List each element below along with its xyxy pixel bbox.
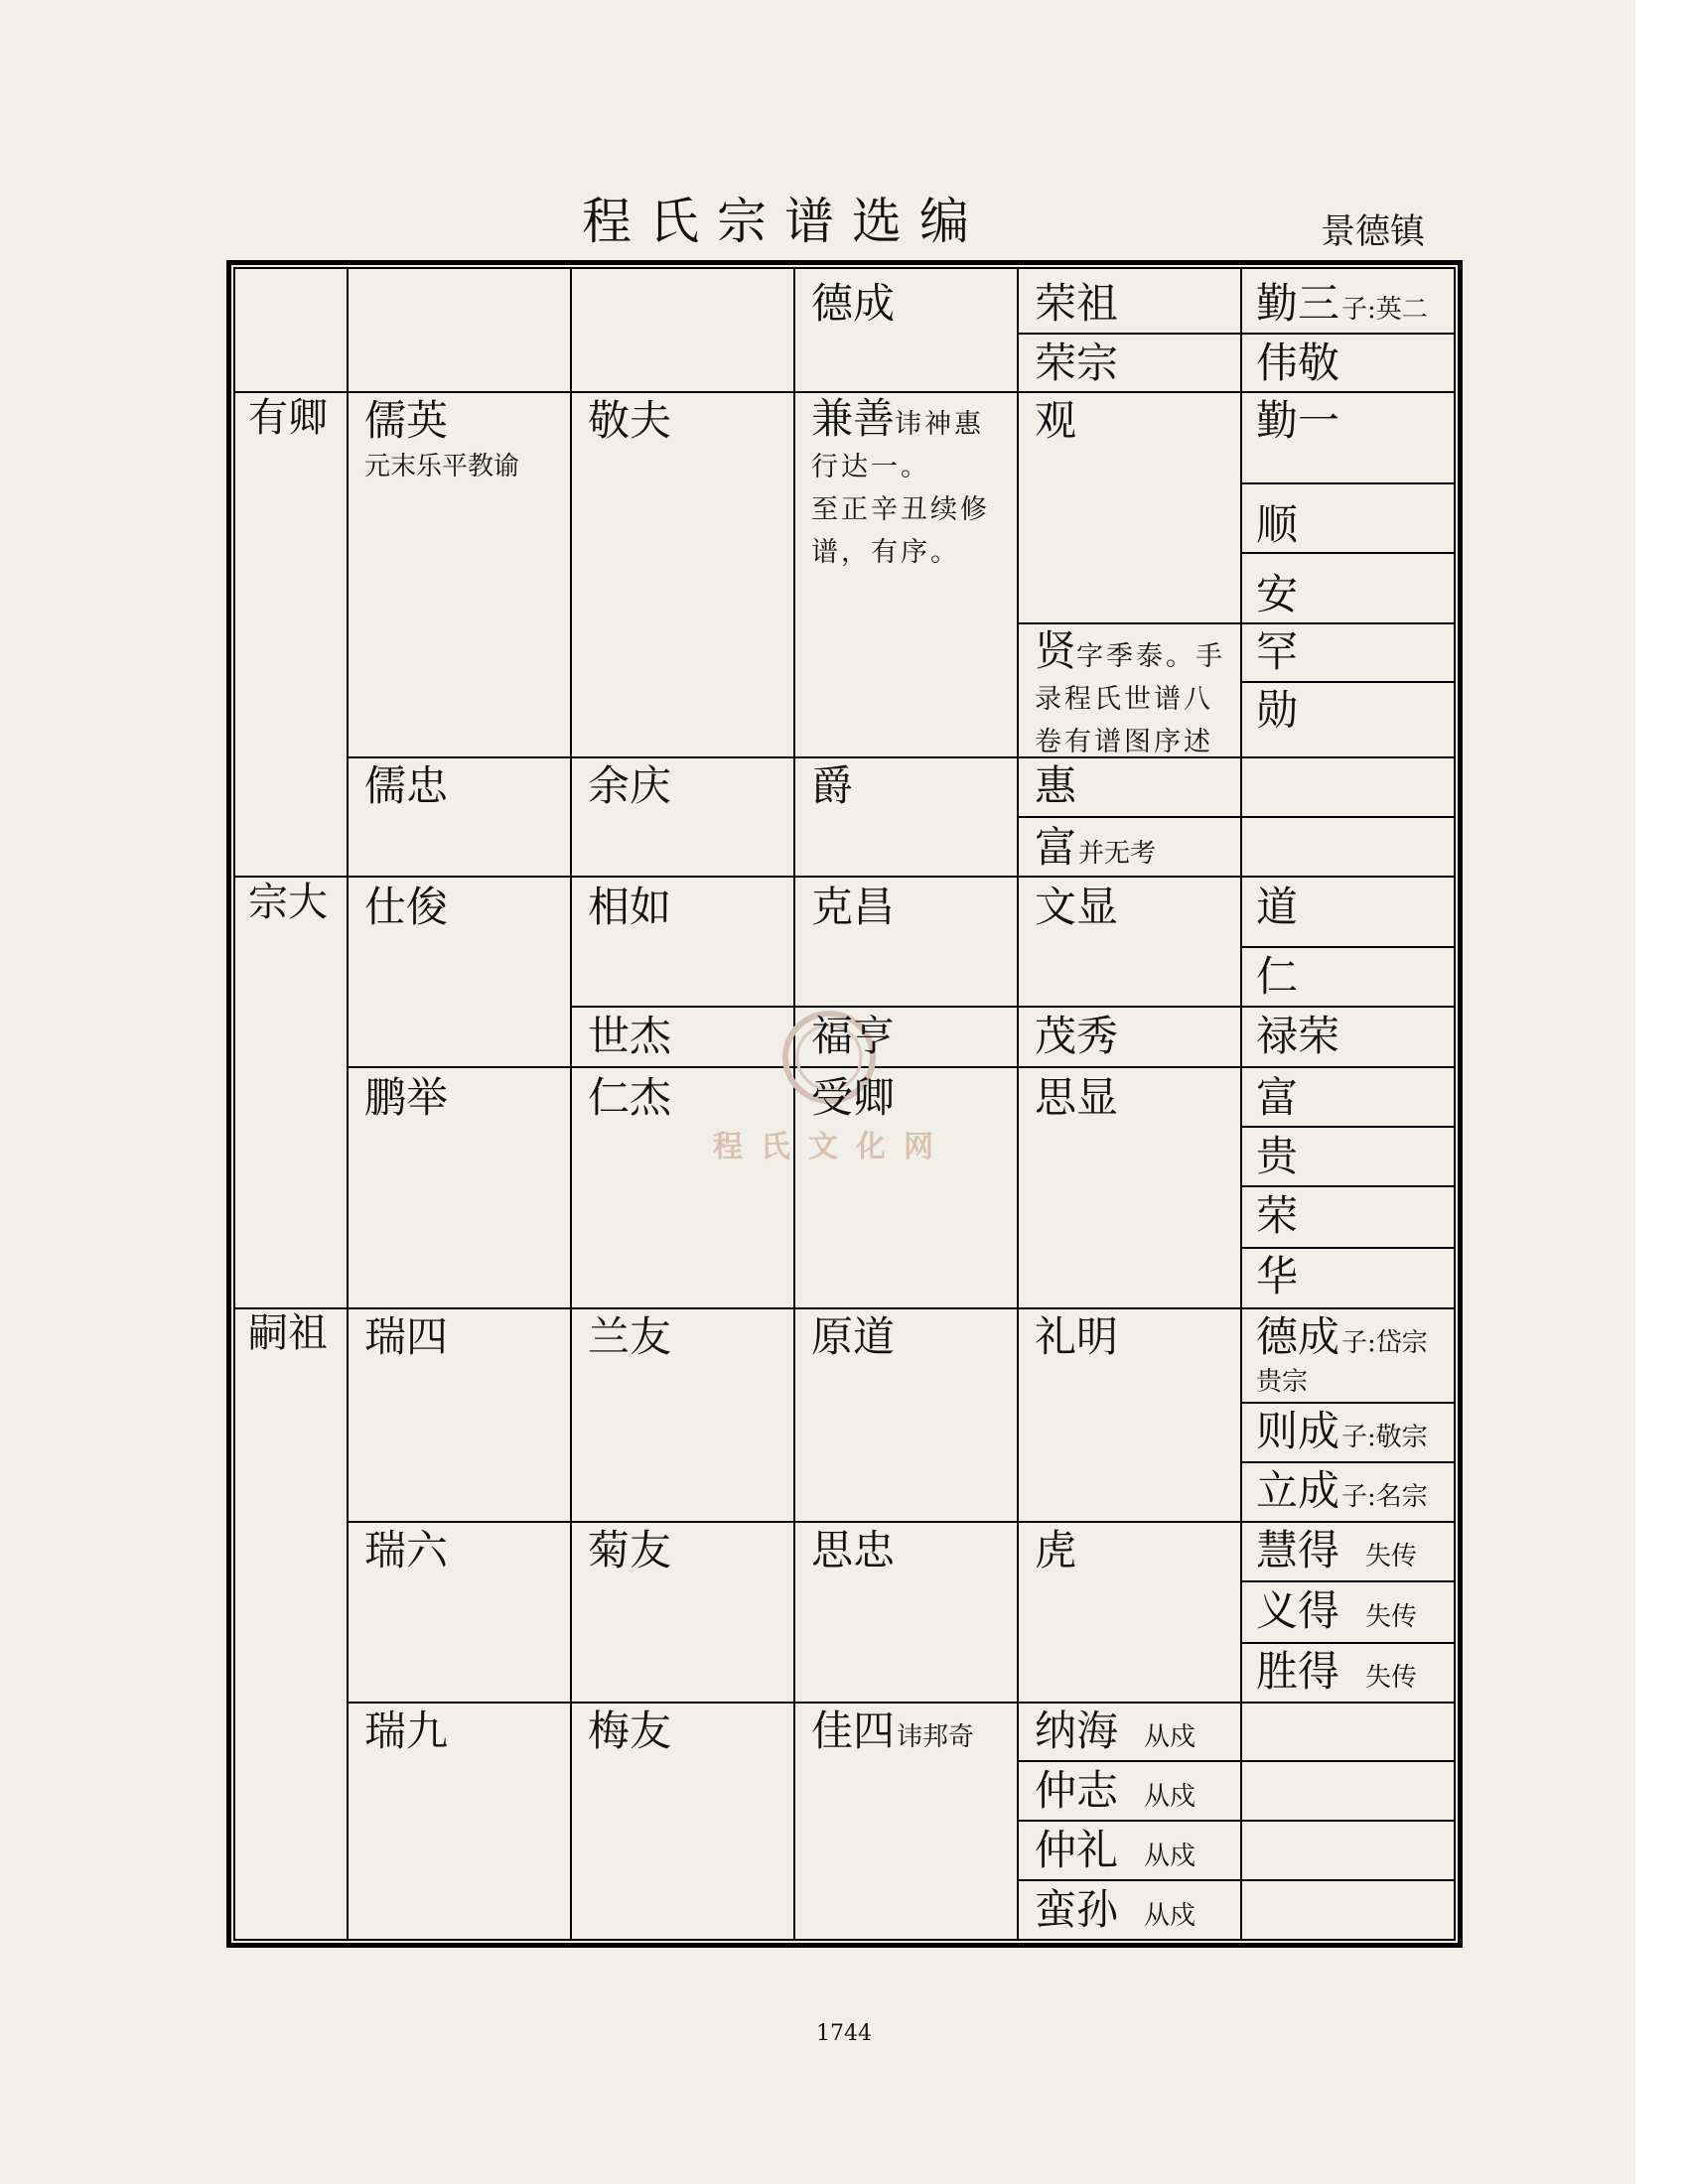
person-name: 贵 (1256, 1132, 1299, 1180)
person-name: 相如 (588, 883, 672, 931)
generation-label: 有卿 (248, 395, 328, 441)
person-name: 安 (1256, 570, 1299, 618)
person-entry: 蛮孙 从戍 (1035, 1885, 1196, 1934)
person-entry: 慧得 失传 (1256, 1526, 1418, 1574)
person-name: 道 (1256, 883, 1299, 931)
person-entry: 纳海 从戍 (1035, 1706, 1196, 1755)
person-name: 思显 (1035, 1073, 1119, 1122)
person-name: 罕 (1256, 627, 1299, 676)
person-name: 茂秀 (1035, 1012, 1119, 1060)
person-name: 鹏举 (364, 1073, 449, 1122)
person-name: 受卿 (811, 1073, 896, 1122)
person-entry: 德成子:岱宗 (1256, 1312, 1428, 1361)
person-name: 敬夫 (588, 396, 672, 445)
person-name: 仁杰 (588, 1073, 672, 1122)
person-entry: 勤三子:英二 (1256, 279, 1428, 328)
person-name: 观 (1035, 396, 1077, 445)
region-label: 景德镇 (1321, 212, 1426, 252)
person-name: 勋 (1256, 686, 1299, 735)
person-name: 荣祖 (1035, 279, 1119, 328)
person-name: 世杰 (588, 1012, 672, 1060)
person-entry: 富并无考 (1035, 823, 1157, 872)
person-name: 瑞六 (364, 1526, 449, 1574)
person-entry: 佳四讳邦奇 (811, 1706, 975, 1755)
person-name: 荣 (1256, 1191, 1299, 1240)
person-name: 顺 (1256, 500, 1299, 549)
person-entry: 则成子:敬宗 (1256, 1407, 1428, 1455)
person-note: 元末乐平教谕 (364, 452, 520, 481)
person-name: 原道 (811, 1312, 896, 1361)
person-name: 瑞四 (364, 1312, 449, 1361)
person-name: 爵 (811, 761, 854, 810)
person-name: 伟敬 (1256, 339, 1340, 387)
person-entry: 胜得 失传 (1256, 1647, 1418, 1696)
person-entry: 仲志 从戍 (1035, 1766, 1196, 1815)
person-entry: 义得 失传 (1256, 1586, 1418, 1635)
person-name: 禄荣 (1256, 1012, 1340, 1060)
generation-label: 宗大 (248, 880, 328, 925)
person-name: 荣宗 (1035, 339, 1119, 387)
person-name: 思忠 (811, 1526, 896, 1574)
person-name: 礼明 (1035, 1312, 1119, 1361)
person-name: 兰友 (588, 1312, 672, 1361)
person-name: 瑞九 (364, 1706, 449, 1755)
person-entry: 贤字季泰。手录程氏世谱八卷有谱图序述 (1035, 626, 1226, 757)
person-name: 虎 (1035, 1526, 1077, 1574)
person-name: 儒英 (364, 396, 449, 445)
person-name: 菊友 (588, 1526, 672, 1574)
person-entry: 立成子:名宗 (1256, 1466, 1428, 1515)
person-entry: 仲礼 从戍 (1035, 1826, 1196, 1874)
person-name: 梅友 (588, 1706, 672, 1755)
watermark-text: 程氏文化网 (713, 1130, 951, 1164)
person-name: 仁 (1256, 952, 1299, 1001)
person-name: 惠 (1035, 761, 1077, 810)
person-name: 儒忠 (364, 761, 449, 810)
person-name: 仕俊 (364, 883, 449, 931)
page-number: 1744 (816, 2021, 872, 2046)
page-title: 程氏宗谱选编 (582, 193, 987, 250)
person-name: 克昌 (811, 883, 896, 931)
generation-label: 嗣祖 (248, 1310, 328, 1356)
person-note: 贵宗 (1256, 1367, 1309, 1397)
person-name: 文显 (1035, 883, 1119, 931)
person-name: 勤一 (1256, 396, 1340, 445)
person-name: 福亨 (811, 1012, 896, 1060)
person-name: 德成 (811, 279, 896, 328)
person-name: 余庆 (588, 761, 672, 810)
person-entry: 兼善讳神惠 行达一。 至正辛丑续修谱，有序。 (811, 394, 990, 568)
person-name: 富 (1256, 1073, 1299, 1122)
person-name: 华 (1256, 1252, 1299, 1300)
